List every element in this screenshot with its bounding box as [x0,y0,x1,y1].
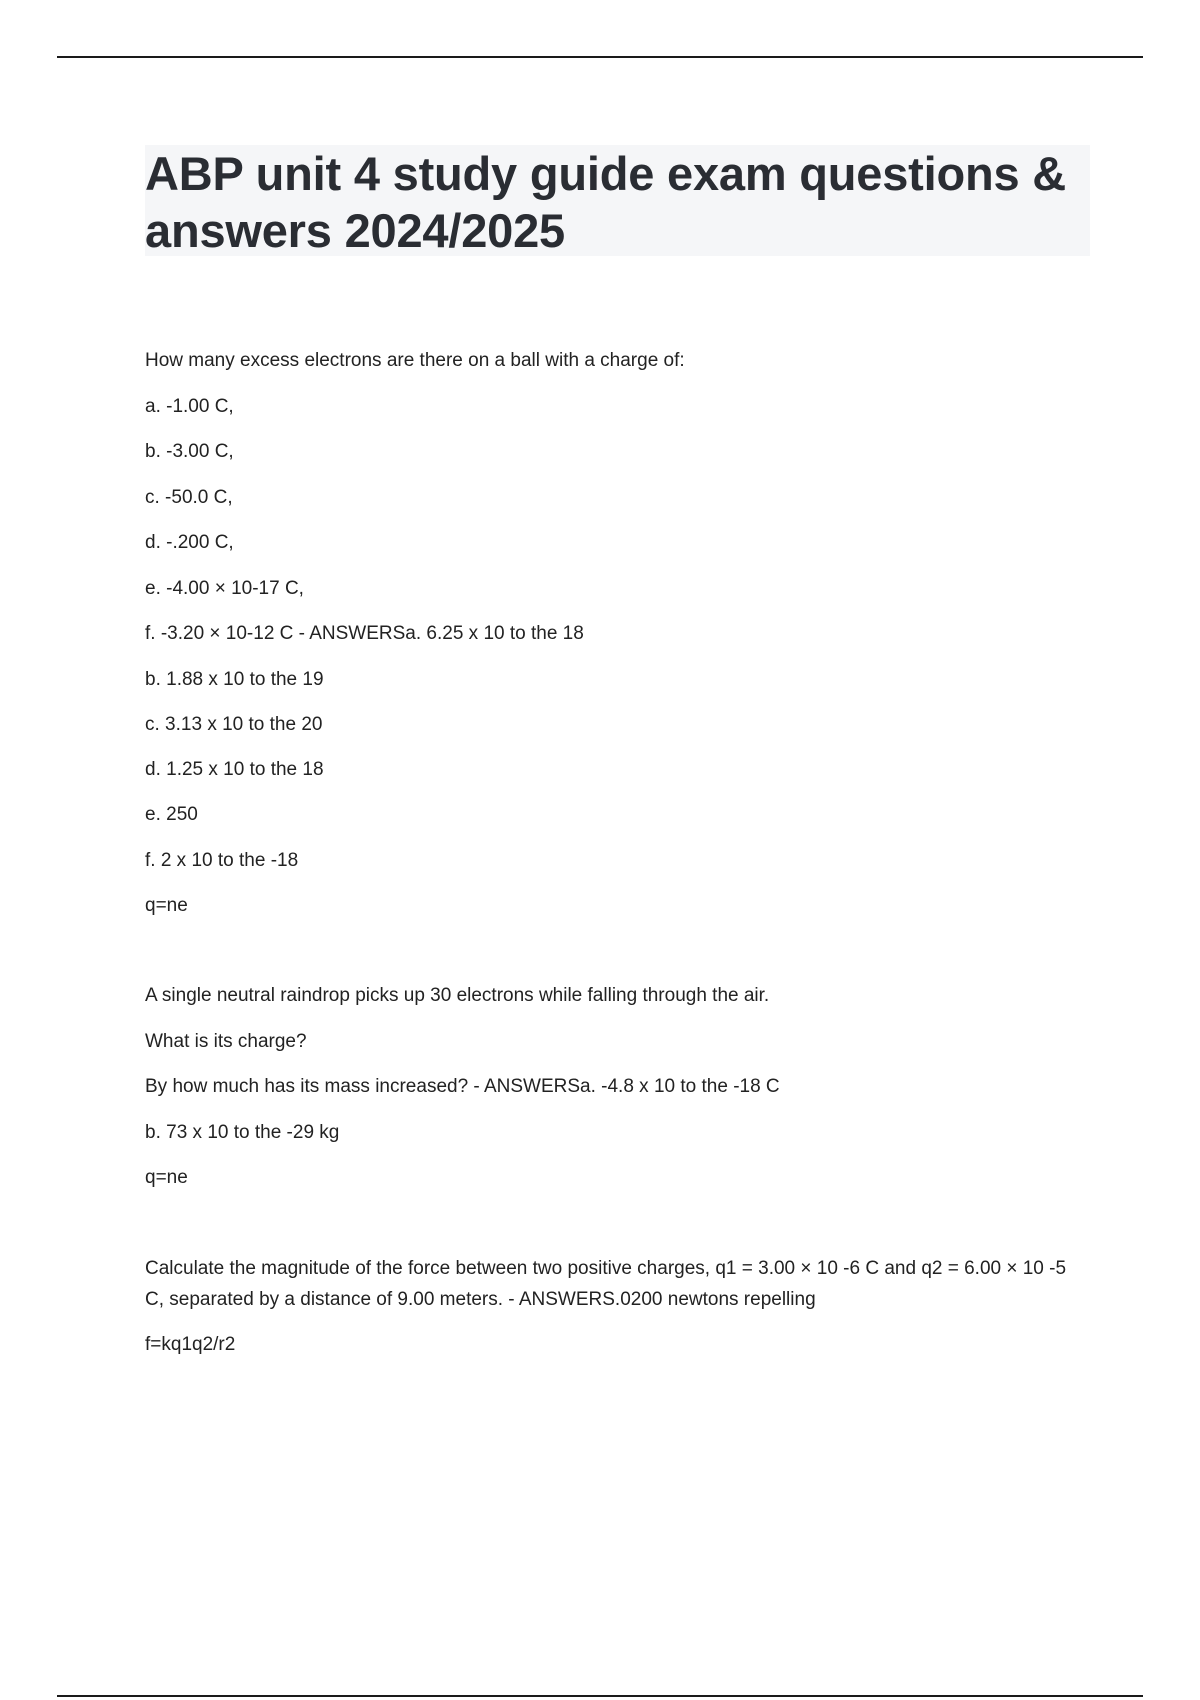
question-1-prompt: How many excess electrons are there on a ball with a charge of: [145,350,685,371]
question-2-answer-b: b. 73 x 10 to the -29 kg [145,1122,340,1143]
question-1-answer-c: c. 3.13 x 10 to the 20 [145,714,323,735]
question-2-formula: q=ne [145,1167,188,1188]
question-1-option-e: e. -4.00 × 10-17 C, [145,578,304,599]
question-1-option-f-answer-a: f. -3.20 × 10-12 C - ANSWERSa. 6.25 x 10 to the 18 [145,623,584,644]
document-title: ABP unit 4 study guide exam questions & answers 2024/2025 [145,147,1067,257]
question-3-prompt: Calculate the magnitude of the force between two positive charges, q1 = 3.00 × 10 -6 C and q2 = 6.00 × 10 -5 C, separated by a distance of 9.00 meters. - ANSWERS.0200 newtons repelling [145,1258,1067,1310]
footer-rule [57,1695,1143,1697]
question-1-answer-b: b. 1.88 x 10 to the 19 [145,669,324,690]
header-rule [57,56,1143,58]
question-1-answer-e: e. 250 [145,804,198,825]
title-block [145,145,1090,256]
question-1-option-d: d. -.200 C, [145,532,234,553]
question-1-option-c: c. -50.0 C, [145,487,233,508]
question-2-sub-question-2-answer-a: By how much has its mass increased? - ANSWERSa. -4.8 x 10 to the -18 C [145,1076,780,1097]
question-1-answer-f: f. 2 x 10 to the -18 [145,850,299,871]
question-1-formula: q=ne [145,895,188,916]
question-1-answer-d: d. 1.25 x 10 to the 18 [145,759,324,780]
question-3-formula: f=kq1q2/r2 [145,1334,236,1355]
question-1-option-b: b. -3.00 C, [145,441,234,462]
question-2-sub-question-1: What is its charge? [145,1031,307,1052]
question-2-prompt: A single neutral raindrop picks up 30 electrons while falling through the air. [145,985,770,1006]
question-1-option-a: a. -1.00 C, [145,396,234,417]
